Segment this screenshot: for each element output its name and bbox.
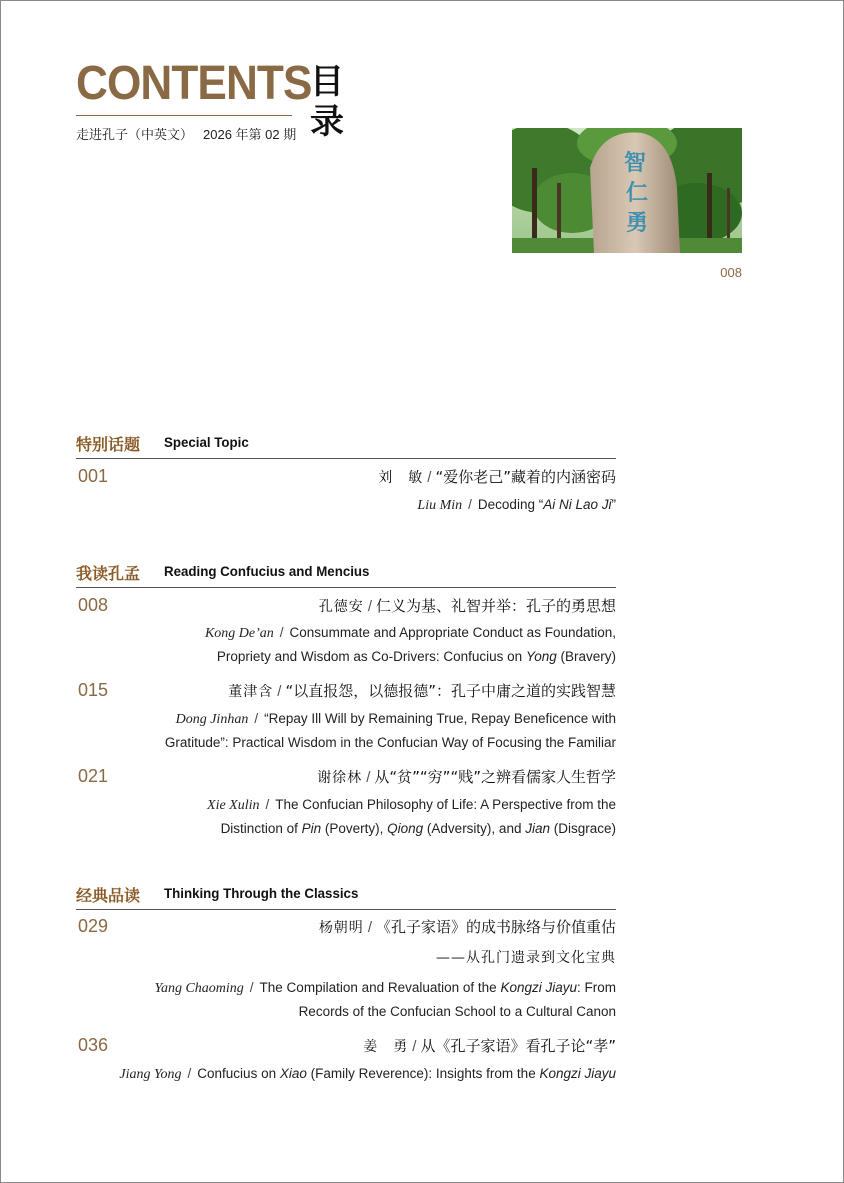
title-cn: 从《孔子家语》看孔子论“孝” (420, 1037, 616, 1055)
page-number: 001 (78, 466, 109, 486)
page-number: 029 (78, 916, 109, 936)
section-thinking-classics (76, 883, 616, 909)
title-cn: 从“贫”“穷”“贱”之辨看儒家人生哲学 (374, 768, 616, 786)
slash: / (254, 711, 259, 726)
cover-image[interactable] (512, 128, 742, 253)
entry-title-en (96, 793, 616, 840)
entry-title-cn (228, 680, 616, 701)
title-en-line: Gratitude”: Practical Wisdom in the Confucian Way of Focusing the Familiar (164, 735, 616, 750)
slash: / (412, 1038, 417, 1055)
slash: / (367, 598, 372, 615)
stone-char-1: 智 (624, 150, 647, 176)
title-en-part: (Bravery) (556, 649, 616, 664)
author-cn: 孔德安 (318, 599, 364, 615)
issue-line (76, 124, 296, 143)
slash: / (279, 625, 284, 640)
author-en: Jiang Yong (119, 1067, 182, 1082)
title-en-part: (Poverty), (321, 821, 388, 836)
cn-title-char-2: 录 (310, 102, 344, 142)
section-rule (76, 587, 616, 588)
entry-title-en (96, 1062, 616, 1086)
title-cn: “以直报怨，以德报德”：孔子中庸之道的实践智慧 (285, 682, 616, 700)
slash: / (366, 769, 371, 786)
title-en-part: ” (611, 497, 616, 512)
title-cn: “爱你老己”藏着的内涵密码 (435, 468, 616, 486)
page-number: 008 (78, 595, 109, 615)
stone-char-2: 仁 (626, 180, 649, 206)
page-number: 015 (78, 680, 109, 700)
journal-name: 走进孔子（中英文） (76, 127, 194, 142)
author-cn: 刘 敏 (378, 470, 424, 486)
title-en-line: The Confucian Philosophy of Life: A Perspective from the (275, 797, 616, 812)
page-number: 021 (78, 766, 109, 786)
title-en-line: Records of the Confucian School to a Cultural Canon (298, 1004, 616, 1019)
title-en-part: (Adversity), and (423, 821, 526, 836)
toc-entry-015[interactable] (76, 680, 616, 750)
section-rule (76, 458, 616, 459)
title-en-italic: Yong (525, 649, 557, 664)
slash: / (277, 683, 282, 700)
entry-title-en (96, 493, 616, 517)
section-title-en: Reading Confucius and Mencius (164, 563, 370, 579)
cn-title-char-1: 目 (310, 62, 344, 102)
title-en-part: Confucius on (197, 1066, 280, 1081)
toc-entry-008[interactable] (76, 595, 616, 665)
entry-title-cn (317, 766, 616, 787)
entry-title-cn (319, 595, 616, 616)
slash: / (427, 469, 432, 486)
title-en-italic: Pin (301, 821, 322, 836)
title-en-part: Decoding “ (477, 497, 544, 512)
title-en-part: (Family Reverence): Insights from the (306, 1066, 540, 1081)
slash: / (468, 497, 472, 512)
title-en-part: Propriety and Wisdom as Co-Drivers: Confucius on (216, 649, 526, 664)
stone-char-3: 勇 (626, 210, 649, 236)
author-en: Yang Chaoming (154, 981, 244, 996)
author-cn: 董津含 (228, 684, 274, 700)
entry-subtitle-cn: ——从孔门遗录到文化宝典 (436, 950, 616, 966)
title-en-italic: Kongzi Jiayu (539, 1066, 616, 1081)
title-cn: 《孔子家语》的成书脉络与价值重估 (375, 918, 616, 936)
slash: / (265, 797, 270, 812)
title-en-part: The Compilation and Revaluation of the (259, 980, 501, 995)
author-en: Dong Jinhan (175, 712, 249, 727)
cover-photo (512, 128, 742, 253)
title-cn: 仁义为基、礼智并举：孔子的勇思想 (375, 597, 616, 615)
author-cn: 杨朝明 (318, 920, 364, 936)
section-title-en: Special Topic (164, 434, 249, 450)
toc-entry-036[interactable] (76, 1035, 616, 1085)
title-rule (76, 115, 292, 116)
title-en-line: “Repay Ill Will by Remaining True, Repay Beneficence with (264, 711, 616, 726)
slash: / (187, 1066, 192, 1081)
title-en-part: (Disgrace) (549, 821, 616, 836)
author-en: Kong De’an (204, 626, 274, 641)
toc-entry-001[interactable] (76, 466, 616, 526)
cover-page-number: 008 (720, 265, 742, 280)
toc-entry-021[interactable] (76, 766, 616, 836)
slash: / (367, 919, 372, 936)
section-title-cn: 特别话题 (76, 435, 141, 454)
entry-title-cn (378, 466, 616, 487)
title-en-italic: Qiong (387, 821, 424, 836)
slash: / (249, 980, 254, 995)
title-en-italic: Ai Ni Lao Ji (543, 497, 612, 512)
contents-heading: CONTENTS (76, 57, 312, 110)
entry-title-cn (319, 916, 616, 937)
section-title-en: Thinking Through the Classics (164, 885, 359, 901)
section-special-topic (76, 432, 616, 458)
entry-title-cn (363, 1035, 616, 1056)
issue-number: 2026 年第 02 期 (203, 127, 297, 142)
title-en-part: : From (577, 980, 616, 995)
section-rule (76, 909, 616, 910)
section-reading-confucius (76, 561, 616, 587)
author-en: Xie Xulin (207, 798, 260, 813)
author-cn: 姜 勇 (363, 1039, 409, 1055)
toc-entry-029[interactable] (76, 916, 616, 1026)
contents-heading-cn (310, 62, 360, 142)
title-en-part: Distinction of (220, 821, 302, 836)
page-number: 036 (78, 1035, 109, 1055)
title-en-italic: Xiao (279, 1066, 307, 1081)
title-en-italic: Jian (525, 821, 550, 836)
title-en-line: Consummate and Appropriate Conduct as Foundation, (289, 625, 616, 640)
entry-title-en (96, 976, 616, 1023)
entry-title-en (96, 621, 616, 668)
entry-title-en (96, 707, 616, 754)
author-cn: 谢徐林 (317, 770, 363, 786)
title-en-italic: Kongzi Jiayu (500, 980, 577, 995)
section-title-cn: 经典品读 (76, 886, 141, 905)
author-en: Liu Min (417, 498, 463, 513)
section-title-cn: 我读孔孟 (76, 564, 141, 583)
